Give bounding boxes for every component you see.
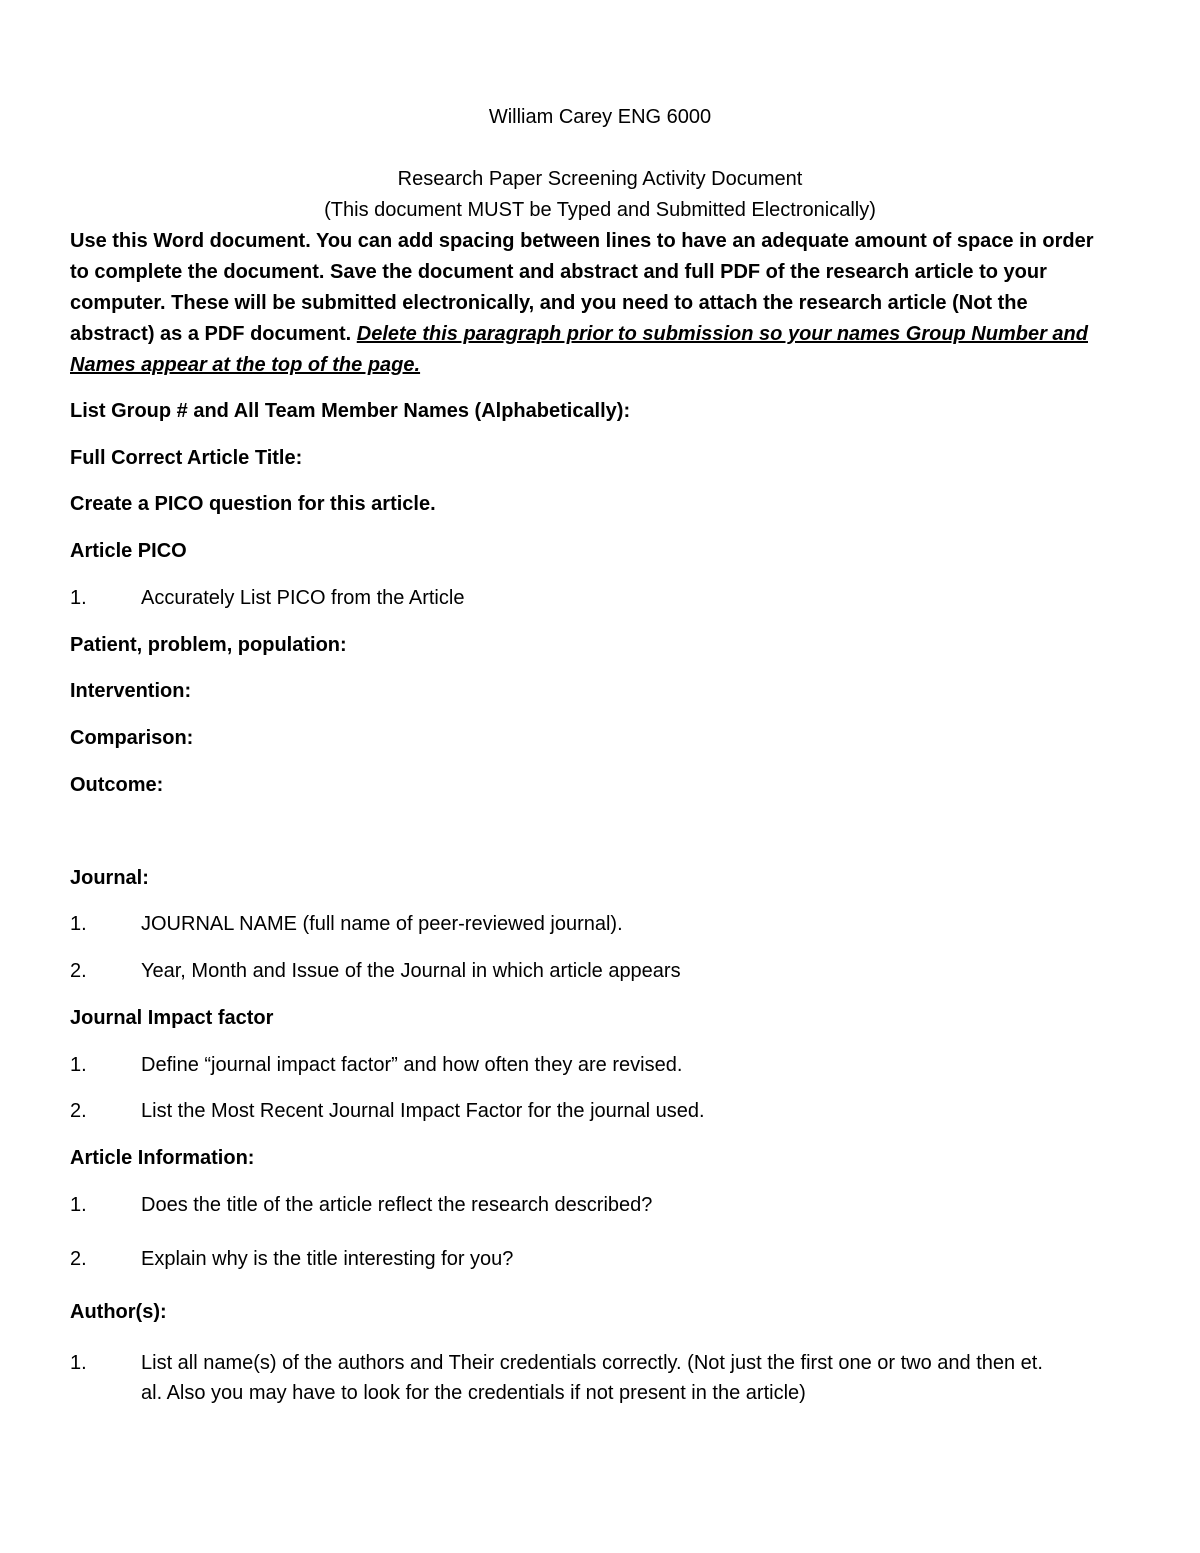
list-number: 1. <box>70 913 87 935</box>
intervention-label: Intervention: <box>70 680 192 702</box>
outcome-label: Outcome: <box>70 774 164 796</box>
pico-list-item: Accurately List PICO from the Article <box>141 587 465 609</box>
article-title-label: Full Correct Article Title: <box>70 447 303 469</box>
article-pico-heading: Article PICO <box>70 540 187 562</box>
list-number: 1. <box>70 1054 87 1076</box>
journal-heading: Journal: <box>70 867 149 889</box>
instructions-line: to complete the document. Save the document and abstract and full PDF of the research article to your <box>70 261 1047 283</box>
journal-list-item: JOURNAL NAME (full name of peer-reviewed journal). <box>141 913 623 935</box>
delete-note: Delete this paragraph prior to submission so your names Group Number and <box>356 323 1088 345</box>
document-title: Research Paper Screening Activity Document <box>397 168 803 190</box>
list-number: 2. <box>70 960 87 982</box>
article-info-list-item: Explain why is the title interesting for you? <box>141 1248 514 1270</box>
impact-list-item: List the Most Recent Journal Impact Factor for the journal used. <box>141 1100 705 1122</box>
article-info-heading: Article Information: <box>70 1147 255 1169</box>
patient-label: Patient, problem, population: <box>70 634 347 656</box>
authors-list-item-continued: al. Also you may have to look for the credentials if not present in the article) <box>141 1382 806 1404</box>
document-subtitle: (This document MUST be Typed and Submitted Electronically) <box>324 199 876 221</box>
list-number: 1. <box>70 587 87 609</box>
list-number: 1. <box>70 1352 87 1374</box>
article-info-list-item: Does the title of the article reflect the research described? <box>141 1194 653 1216</box>
authors-list-item: List all name(s) of the authors and Their credentials correctly. (Not just the first one or two and then et. <box>141 1352 1043 1374</box>
group-names-label: List Group # and All Team Member Names (Alphabetically): <box>70 400 631 422</box>
pico-question-label: Create a PICO question for this article. <box>70 493 436 515</box>
list-number: 1. <box>70 1194 87 1216</box>
instructions-line: computer. These will be submitted electronically, and you need to attach the research article (Not the <box>70 292 1028 314</box>
impact-list-item: Define “journal impact factor” and how often they are revised. <box>141 1054 683 1076</box>
instructions-paragraph <box>70 226 1130 381</box>
instructions-line <box>70 319 1130 350</box>
authors-heading: Author(s): <box>70 1301 167 1323</box>
instructions-text: abstract) as a PDF document. <box>70 323 357 345</box>
impact-factor-heading: Journal Impact factor <box>70 1007 274 1029</box>
journal-list-item: Year, Month and Issue of the Journal in which article appears <box>141 960 681 982</box>
comparison-label: Comparison: <box>70 727 194 749</box>
delete-note-continued: Names appear at the top of the page. <box>70 354 421 376</box>
course-title: William Carey ENG 6000 <box>488 106 712 128</box>
list-number: 2. <box>70 1100 87 1122</box>
instructions-line: Use this Word document. You can add spacing between lines to have an adequate amount of space in order <box>70 230 1094 252</box>
list-number: 2. <box>70 1248 87 1270</box>
